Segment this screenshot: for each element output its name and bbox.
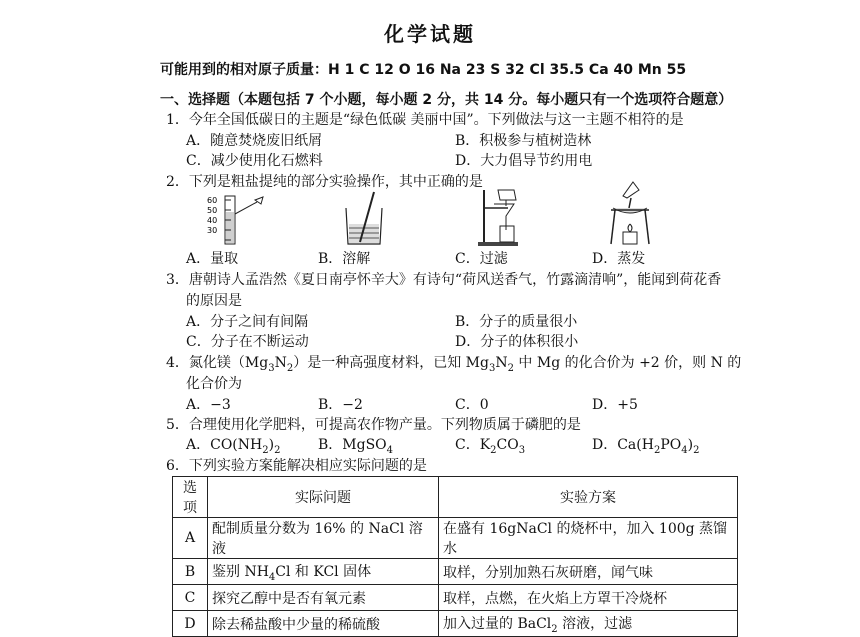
- beaker-dissolve-figure: [340, 190, 390, 248]
- cylinder-tick-label: 30: [207, 226, 218, 235]
- measuring-cylinder-figure: [205, 192, 275, 248]
- q1-option-d: D．大力倡导节约用电: [455, 153, 593, 169]
- question-5-stem: 5．合理使用化学肥料，可提高农作物产量。下列物质属于磷肥的是: [166, 417, 581, 433]
- table-row: [173, 559, 738, 585]
- row-option: D: [173, 611, 208, 637]
- cylinder-tick-label: 50: [207, 206, 218, 215]
- q1-option-b: B．积极参与植树造林: [455, 133, 592, 149]
- table-row: [173, 518, 738, 559]
- question-4-stem-cont: 化合价为: [186, 376, 242, 392]
- row-problem: 鉴别 $NH_4Cl$ 和 KCl 固体: [208, 559, 439, 585]
- cylinder-tick-label: 60: [207, 196, 218, 205]
- question-4-stem: 4．氮化镁$(Mg_3N_2)$是一种高强度材料，已知 $Mg_3N_2$ 中 Mg 的化合价为 +2 价，则 N 的: [166, 355, 742, 374]
- q5-option-a: A．$CO(NH_2)_2$: [186, 437, 281, 456]
- row-option: A: [173, 518, 208, 559]
- page-title: 化学试题: [384, 22, 476, 46]
- row-problem: 除去稀盐酸中少量的稀硫酸: [208, 611, 439, 637]
- question-3-stem: 3．唐朝诗人孟浩然《夏日南亭怀辛大》有诗句“荷风送香气，竹露滴清响”，能闻到荷花香: [166, 272, 722, 288]
- q5-option-d: D．$Ca(H_2PO_4)_2$: [592, 437, 700, 456]
- q3-option-d: D．分子的体积很小: [455, 334, 579, 350]
- question-3-stem-cont: 的原因是: [186, 293, 242, 309]
- row-option: B: [173, 559, 208, 585]
- row-option: C: [173, 585, 208, 611]
- row-plan: 取样，分别加熟石灰研磨，闻气味: [439, 559, 738, 585]
- q1-option-a: A．随意焚烧废旧纸屑: [186, 133, 323, 149]
- evaporation-setup-figure: [605, 180, 655, 248]
- question-6-stem: 6．下列实验方案能解决相应实际问题的是: [166, 458, 427, 474]
- question-2-stem: 2．下列是粗盐提纯的部分实验操作，其中正确的是: [166, 174, 483, 190]
- filtration-setup-figure: [470, 186, 540, 248]
- table-header-row: [173, 477, 738, 518]
- q3-option-b: B．分子的质量很小: [455, 314, 578, 330]
- q2-option-c: C．过滤: [455, 251, 508, 267]
- header-problem: 实际问题: [208, 477, 439, 518]
- q1-option-c: C．减少使用化石燃料: [186, 153, 323, 169]
- table-row: [173, 585, 738, 611]
- table-row: [173, 611, 738, 637]
- question-1-stem: 1．今年全国低碳日的主题是“绿色低碳 美丽中国”。下列做法与这一主题不相符的是: [166, 112, 684, 128]
- q2-option-d: D．蒸发: [592, 251, 646, 267]
- q5-option-c: C．$K_2CO_3$: [455, 437, 526, 456]
- header-option: 选项: [173, 477, 208, 518]
- q4-option-a: A．−3: [186, 397, 231, 413]
- q2-option-a: A．量取: [186, 251, 239, 267]
- row-plan: 在盛有 16gNaCl 的烧杯中，加入 100g 蒸馏水: [439, 518, 738, 559]
- experiment-table: [172, 476, 738, 637]
- row-plan: 加入过量的 BaCl$_2$ 溶液，过滤: [439, 611, 738, 637]
- q3-option-c: C．分子在不断运动: [186, 334, 309, 350]
- atomic-mass-line: 可能用到的相对原子质量：H 1 C 12 O 16 Na 23 S 32 Cl 35.5 Ca 40 Mn 55: [160, 62, 687, 78]
- section-heading: 一、选择题（本题包括 7 个小题，每小题 2 分，共 14 分。每小题只有一个选项符合题意）: [160, 92, 733, 108]
- q4-option-c: C．0: [455, 397, 489, 413]
- row-plan: 取样，点燃，在火焰上方罩干冷烧杯: [439, 585, 738, 611]
- header-plan: 实验方案: [439, 477, 738, 518]
- q2-option-b: B．溶解: [318, 251, 371, 267]
- q5-option-b: B．MgSO$_4$: [318, 437, 394, 456]
- q4-option-b: B．−2: [318, 397, 363, 413]
- row-problem: 配制质量分数为 16% 的 NaCl 溶液: [208, 518, 439, 559]
- q4-option-d: D．+5: [592, 397, 638, 413]
- q3-option-a: A．分子之间有间隔: [186, 314, 309, 330]
- cylinder-tick-label: 40: [207, 216, 218, 225]
- row-problem: 探究乙醇中是否有氧元素: [208, 585, 439, 611]
